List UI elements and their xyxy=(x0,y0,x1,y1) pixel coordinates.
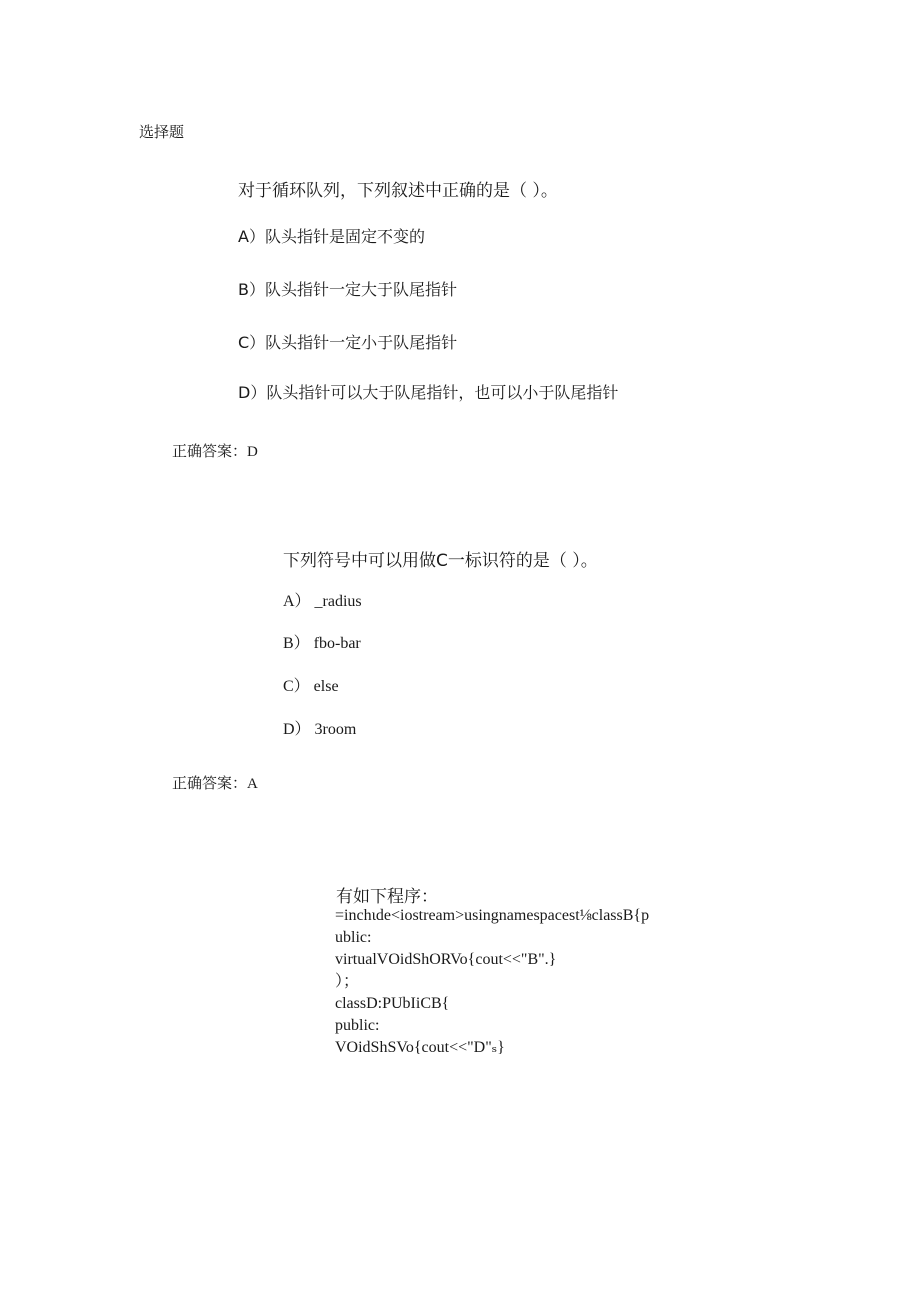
code-line-3: virtualVOidShORVo{cout<<"B".} xyxy=(335,951,557,968)
question-2-answer: 正确答案：A xyxy=(172,776,258,792)
question-2-option-a: A） _radius xyxy=(283,593,362,610)
code-line-5: classD:PUbIiCB{ xyxy=(335,995,450,1012)
code-line-6: public: xyxy=(335,1017,380,1034)
question-2-option-c: C） else xyxy=(283,678,339,695)
section-title: 选择题 xyxy=(139,125,185,141)
question-2-option-d: D） 3room xyxy=(283,721,357,738)
question-1-answer: 正确答案：D xyxy=(172,444,258,460)
question-1-stem: 对于循环队列，下列叙述中正确的是（ ）。 xyxy=(238,181,558,201)
question-1-option-a: A）队头指针是固定不变的 xyxy=(238,227,425,246)
question-2-stem: 下列符号中可以用做C一标识符的是（ ）。 xyxy=(283,551,598,571)
code-line-4: ）； xyxy=(335,973,360,990)
question-2-option-b: B） fbo-bar xyxy=(283,635,361,652)
question-1-option-b: B）队头指针一定大于队尾指针 xyxy=(238,280,457,299)
code-line-7: VOidShSVo{cout<<"D"ₛ} xyxy=(335,1039,505,1056)
question-1-option-d: D）队头指针可以大于队尾指针，也可以小于队尾指针 xyxy=(238,383,619,402)
question-1-option-c: C）队头指针一定小于队尾指针 xyxy=(238,333,458,352)
question-3-stem: 有如下程序： xyxy=(336,887,438,907)
code-line-1: =inchιde<iostream>usingnamespacest⅛classB{p xyxy=(335,907,650,924)
code-line-2: ublic: xyxy=(335,929,372,946)
